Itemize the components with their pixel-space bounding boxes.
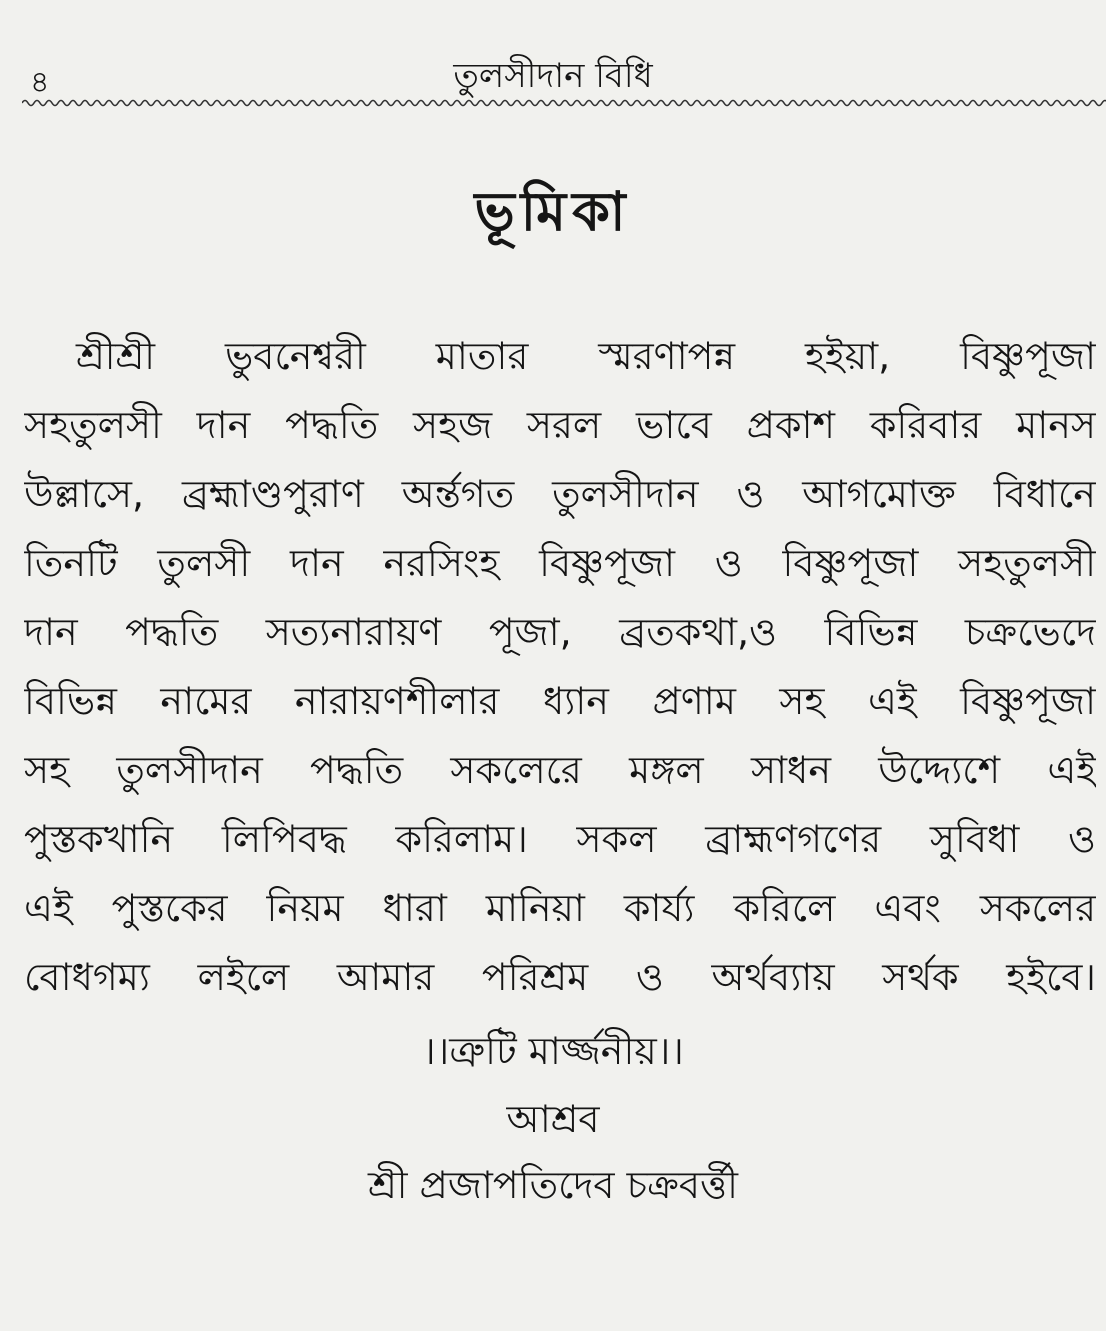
author-name: শ্রী প্রজাপতিদেব চক্রবর্ত্তী	[367, 1163, 739, 1207]
running-title: তুলসীদান বিধি	[453, 56, 653, 96]
body-line: বিভিন্ন নামের নারায়ণশীলার ধ্যান প্রণাম সহ এই বিষ্ণুপূজা	[24, 679, 1096, 723]
body-line: বোধগম্য লইলে আমার পরিশ্রম ও অর্থব্যায় সর্থক হইবে।	[24, 955, 1096, 999]
body-line: সহতুলসী দান পদ্ধতি সহজ সরল ভাবে প্রকাশ করিবার মানস	[24, 403, 1096, 447]
body-line: পুস্তকখানি লিপিবদ্ধ করিলাম। সকল ব্রাহ্মণগণের সুবিধা ও	[24, 817, 1096, 861]
body-line: তিনটি তুলসী দান নরসিংহ বিষ্ণুপূজা ও বিষ্ণুপূজা সহতুলসী	[24, 541, 1096, 585]
body-line: সহ তুলসীদান পদ্ধতি সকলেরে মঙ্গল সাধন উদ্দ্যেশে এই	[24, 748, 1096, 792]
body-line: শ্রীশ্রী ভুবনেশ্বরী মাতার স্মরণাপন্ন হইয়া, বিষ্ণুপূজা	[76, 334, 1096, 378]
page-title: ভূমিকা	[474, 180, 632, 243]
signature-label: আশ্রব	[506, 1097, 600, 1141]
page-number: ৪	[30, 65, 50, 100]
body-line: উল্লাসে, ব্রহ্মাণ্ডপুরাণ অর্ন্তগত তুলসীদান ও আগমোক্ত বিধানে	[24, 472, 1096, 516]
wavy-header-rule	[22, 96, 1106, 110]
closing-note: ।।ত্রুটি মার্জ্জনীয়।।	[422, 1029, 684, 1073]
body-line: এই পুস্তকের নিয়ম ধারা মানিয়া কার্য্য করিলে এবং সকলের	[24, 886, 1096, 930]
preface-body	[24, 322, 1096, 1012]
body-line: দান পদ্ধতি সত্যনারায়ণ পূজা, ব্রতকথা,ও বিভিন্ন চক্রভেদে	[24, 610, 1096, 654]
